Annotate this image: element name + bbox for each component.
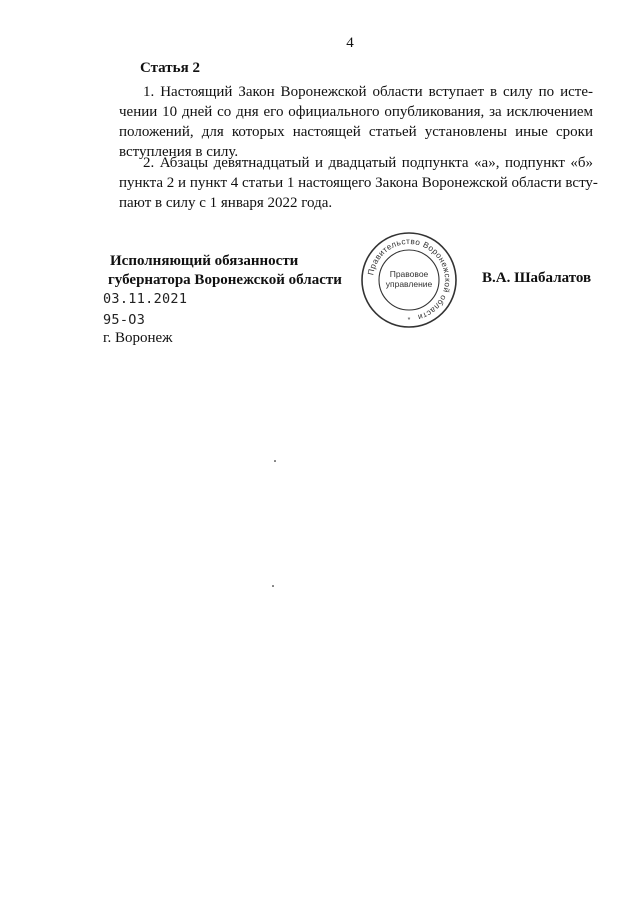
paragraph-1-line: 1. Настоящий Закон Воронежской области вступает в силу по исте- — [143, 84, 593, 100]
paragraph-1-line: положений, для которых настоящей статьей установлены иные сроки — [119, 124, 593, 140]
paragraph-1-line: вступления в силу. — [119, 144, 239, 160]
article-heading: Статья 2 — [140, 60, 200, 76]
stamp-center-line-1: Правовое — [389, 269, 429, 279]
article-paragraph-1 — [119, 82, 593, 162]
paragraph-1-line: чении 10 дней со дня его официального опубликования, за исключением — [119, 104, 593, 120]
law-date: 03.11.2021 — [103, 291, 188, 307]
scan-speck — [272, 585, 274, 587]
stamp-star: * — [407, 317, 411, 324]
signer-name: В.А. Шабалатов — [482, 270, 592, 286]
article-paragraph-2 — [119, 153, 598, 213]
page-number: 4 — [346, 35, 354, 51]
signer-title-line-2: губернатора Воронежской области — [108, 272, 342, 288]
law-number: 95-ОЗ — [103, 312, 146, 328]
paragraph-2-line: пункта 2 и пункт 4 статьи 1 настоящего Закона Воронежской области всту- — [119, 175, 598, 191]
paragraph-2-line: пают в силу с 1 января 2022 года. — [119, 195, 333, 211]
scan-speck — [274, 460, 276, 462]
signer-title-line-1: Исполняющий обязанности — [110, 253, 299, 269]
stamp-center-line-2: управление — [385, 279, 433, 289]
official-stamp — [359, 230, 459, 330]
stamp-ring-text: Правительство Воронежской области — [366, 236, 453, 322]
paragraph-2-line: 2. Абзацы девятнадцатый и двадцатый подпункта «а», подпункт «б» — [143, 155, 593, 171]
city: г. Воронеж — [103, 330, 173, 346]
